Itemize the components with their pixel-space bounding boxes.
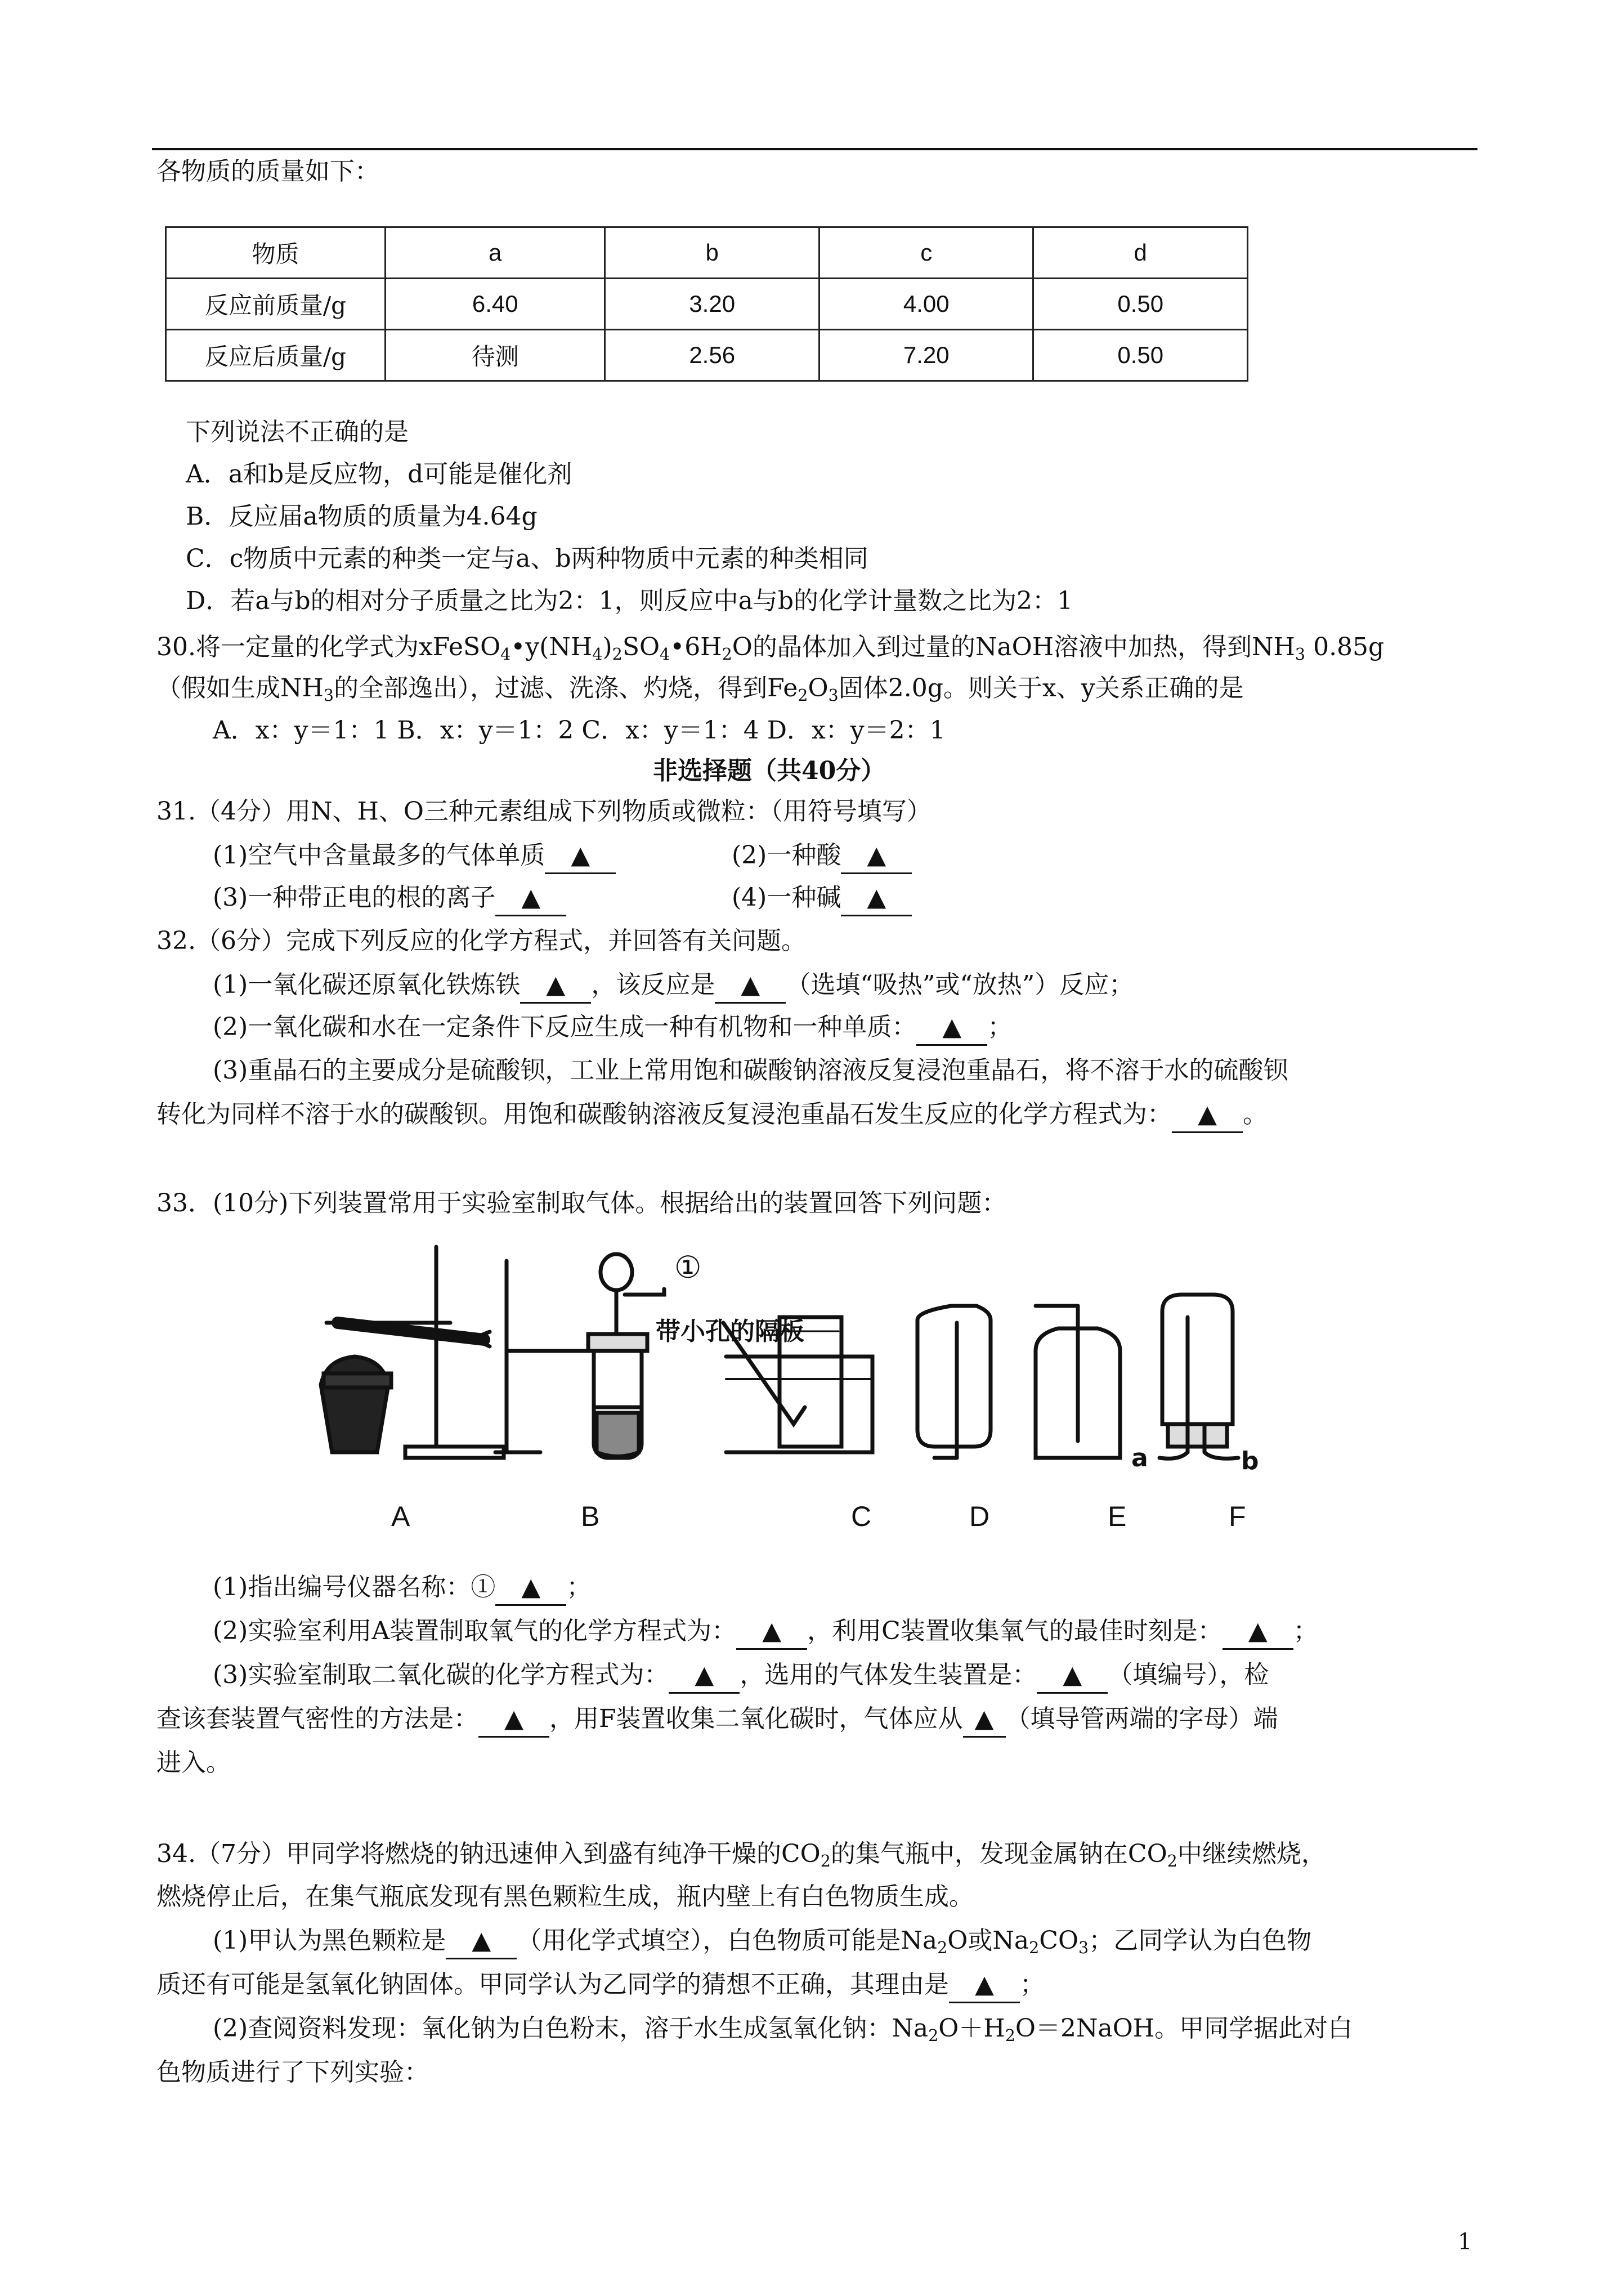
q32-stem: 32.（6分）完成下列反应的化学方程式，并回答有关问题。 <box>156 927 806 955</box>
q32-item3-line1: (3)重晶石的主要成分是硫酸钡，工业上常用饱和碳酸钠溶液反复浸泡重晶石，将不溶于水的硫酸钡 <box>213 1056 1288 1085</box>
q33-item1: (1)指出编号仪器名称：① ▲ ； <box>213 1570 591 1606</box>
q29-option-d: D．若a与b的相对分子质量之比为2：1，则反应中a与b的化学计量数之比为2：1 <box>186 587 1073 615</box>
answer-blank: ▲ <box>1172 1098 1243 1133</box>
q33-item3-line3: 进入。 <box>156 1748 231 1777</box>
q33-item3-line2: 查该套装置气密性的方法是： ▲ ，用F装置收集二氧化碳时，气体应从 ▲ （填导管两端的字母）端 <box>156 1702 1278 1738</box>
q34-item1-line1: (1)甲认为黑色颗粒是 ▲ （用化学式填空），白色物质可能是$Na_2O$或$Na_2CO_3$；乙同学认为白色物 <box>213 1924 1311 1959</box>
q31-item3: (3)一种带正电的根的离子 ▲ <box>213 881 566 916</box>
callout-number: ① <box>674 1250 702 1285</box>
table-cell: 6.40 <box>386 279 605 330</box>
answer-blank: ▲ <box>916 1010 987 1046</box>
q31-item2: (2)一种酸 ▲ <box>732 839 912 874</box>
q31-item4: (4)一种碱 ▲ <box>732 881 912 916</box>
apparatus-figure <box>304 1238 1328 1554</box>
q32-item3-line2: 转化为同样不溶于水的碳酸钡。用饱和碳酸钠溶液反复浸泡重晶石发生反应的化学方程式为： ▲ 。 <box>156 1098 1268 1133</box>
mass-table <box>165 226 1248 382</box>
answer-blank: ▲ <box>495 881 566 916</box>
figure-label-d: D <box>969 1501 990 1532</box>
q30-line2: （假如生成$NH_3$的全部逸出），过滤、洗涤、灼烧，得到$Fe_2O_3$固体2.0g。则关于x、y关系正确的是 <box>156 674 1244 705</box>
q34-line1: 34.（7分）甲同学将燃烧的钠迅速伸入到盛有纯净干燥的$CO_2$的集气瓶中，发现金属钠在$CO_2$中继续燃烧， <box>156 1840 1326 1870</box>
q29-option-a: A．a和b是反应物，d可能是催化剂 <box>186 460 572 489</box>
table-cell: 反应前质量/g <box>166 279 386 330</box>
q30-line1: 30.将一定量的化学式为$xFeSO_4•y(NH_4)_2SO_4•6H_2O$的晶体加入到过量的NaOH溶液中加热，得到$NH_3$ 0.85g <box>156 633 1385 664</box>
header-rule <box>152 148 1477 150</box>
table-row <box>166 279 1248 330</box>
table-intro: 各物质的质量如下： <box>156 157 379 186</box>
figure-label-f: F <box>1229 1501 1246 1532</box>
figure-label-c: C <box>851 1501 872 1532</box>
q29-option-c: C．c物质中元素的种类一定与a、b两种物质中元素的种类相同 <box>186 544 868 573</box>
q34-item1-line2: 质还有可能是氢氧化钠固体。甲同学认为乙同学的猜想不正确，其理由是 ▲ ； <box>156 1968 1045 2003</box>
port-b-label: b <box>1241 1447 1259 1475</box>
table-cell: 4.00 <box>819 279 1033 330</box>
q34-item2-line1: (2)查阅资料发现：氧化钠为白色粉末，溶于水生成氢氧化钠：$Na_2O+H_2O=2NaOH$。甲同学据此对白 <box>213 2014 1353 2045</box>
answer-blank: ▲ <box>841 881 912 916</box>
figure-label-e: E <box>1108 1501 1127 1532</box>
q34-line2: 燃烧停止后，在集气瓶底发现有黑色颗粒生成，瓶内壁上有白色物质生成。 <box>156 1882 974 1911</box>
q29-stem: 下列说法不正确的是 <box>186 418 409 446</box>
q31-item1: (1)空气中含量最多的气体单质 ▲ <box>213 839 616 874</box>
table-header-row <box>166 227 1248 279</box>
answer-blank: ▲ <box>446 1924 517 1959</box>
answer-blank: ▲ <box>841 839 912 874</box>
q29-option-b: B．反应届a物质的质量为4.64g <box>186 502 538 531</box>
apparatus-e <box>1036 1306 1120 1458</box>
figure-label-b: B <box>581 1501 600 1532</box>
table-header-cell: d <box>1033 227 1248 279</box>
table-cell: 7.20 <box>819 330 1033 381</box>
port-a-label: a <box>1131 1444 1148 1473</box>
q33-item2: (2)实验室利用A装置制取氧气的化学方程式为： ▲ ，利用C装置收集氧气的最佳时刻是： ▲ ； <box>213 1614 1318 1650</box>
table-header-cell: c <box>819 227 1033 279</box>
table-cell: 待测 <box>386 330 605 381</box>
table-cell: 2.56 <box>605 330 820 381</box>
figure-label-a: A <box>391 1501 410 1532</box>
apparatus-b <box>495 1254 664 1458</box>
answer-blank: ▲ <box>736 1614 807 1650</box>
partition-label: 带小孔的隔板 <box>656 1317 804 1346</box>
apparatus-d <box>917 1306 991 1458</box>
table-cell: 反应后质量/g <box>166 330 386 381</box>
q31-stem: 31.（4分）用N、H、O三种元素组成下列物质或微粒：（用符号填写） <box>156 797 932 826</box>
answer-blank: ▲ <box>963 1702 1006 1738</box>
table-header-cell: a <box>386 227 605 279</box>
answer-blank: ▲ <box>669 1658 740 1694</box>
apparatus-a <box>321 1247 504 1458</box>
q33-stem: 33．(10分)下列装置常用于实验室制取气体。根据给出的装置回答下列问题： <box>156 1189 1007 1218</box>
q33-item3-line1: (3)实验室制取二氧化碳的化学方程式为： ▲ ，选用的气体发生装置是： ▲ （填编号），检 <box>213 1658 1269 1694</box>
answer-blank: ▲ <box>495 1570 566 1606</box>
answer-blank: ▲ <box>478 1702 549 1738</box>
q30-options: A．x：y＝1：1 B．x：y＝1：2 C．x：y＝1：4 D．x：y＝2：1 <box>213 716 946 745</box>
answer-blank: ▲ <box>1037 1658 1108 1694</box>
answer-blank: ▲ <box>949 1968 1020 2003</box>
table-header-cell: b <box>605 227 820 279</box>
answer-blank: ▲ <box>520 968 591 1004</box>
q32-item2: (2)一氧化碳和水在一定条件下反应生成一种有机物和一种单质： ▲ ； <box>213 1010 1012 1046</box>
section-heading: 非选择题（共40分） <box>653 757 886 785</box>
page-number: 1 <box>1458 2229 1472 2255</box>
table-row <box>166 330 1248 381</box>
table-cell: 0.50 <box>1033 279 1248 330</box>
table-header-cell: 物质 <box>166 227 386 279</box>
answer-blank: ▲ <box>1223 1614 1293 1650</box>
q34-item2-line2: 色物质进行了下列实验： <box>156 2058 429 2087</box>
table-cell: 0.50 <box>1033 330 1248 381</box>
answer-blank: ▲ <box>545 839 616 874</box>
apparatus-f <box>1159 1295 1238 1458</box>
table-cell: 3.20 <box>605 279 820 330</box>
answer-blank: ▲ <box>715 968 786 1004</box>
q32-item1: (1)一氧化碳还原氧化铁炼铁 ▲ ，该反应是 ▲ （选填“吸热”或“放热”）反应； <box>213 968 1134 1004</box>
